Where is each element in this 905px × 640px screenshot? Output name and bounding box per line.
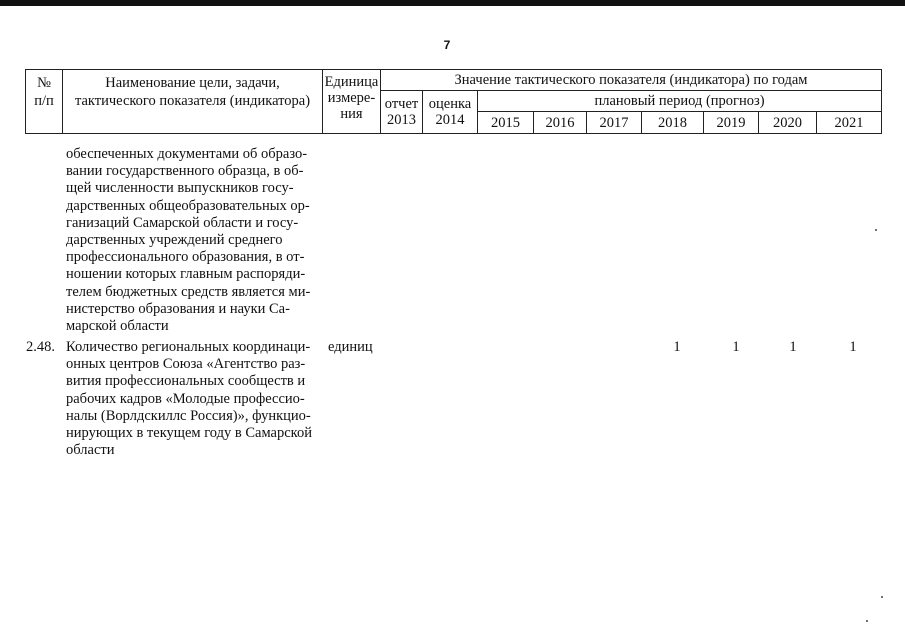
col-name-line-1: Наименование цели, задачи, — [105, 75, 280, 91]
col-unit-header — [323, 70, 381, 134]
estimate-2014-header — [423, 91, 478, 134]
year-header-2019: 2019 — [704, 112, 759, 134]
row-name — [66, 339, 324, 459]
row-name-line: дарственных учреждений среднего — [66, 232, 283, 249]
value-2019: 1 — [732, 339, 740, 355]
row-name-line: обеспеченных документами об образо- — [66, 146, 308, 162]
planned-period-header: плановый период (прогноз) — [478, 91, 882, 112]
table-row — [0, 339, 905, 464]
row-name-line: вития профессиональных сообществ и — [66, 373, 306, 390]
row-name — [66, 146, 324, 335]
col-number-line-1: № — [37, 75, 51, 91]
row-name-line: нистерство образования и науки Са- — [66, 300, 290, 317]
row-name-line: дарственных общеобразовательных ор- — [66, 197, 310, 214]
scan-speck — [875, 229, 877, 231]
col-unit-line-1: Единица — [324, 74, 379, 90]
year-header-2021: 2021 — [817, 112, 882, 134]
report-2013-header — [381, 91, 423, 134]
year-header-2018: 2018 — [642, 112, 704, 134]
col-unit-line-2: измере- — [327, 90, 376, 106]
row-name-line: вании государственного образца, в об- — [66, 163, 304, 180]
year-header-2015: 2015 — [478, 112, 534, 134]
scan-speck — [866, 620, 868, 622]
report-label: отчет — [384, 96, 419, 112]
report-year: 2013 — [387, 112, 416, 128]
values-group-header: Значение тактического показателя (индикатора) по годам — [381, 70, 882, 91]
value-2021: 1 — [849, 339, 857, 355]
value-2018: 1 — [673, 339, 681, 355]
row-name-line: области — [66, 442, 115, 459]
row-name-line: телем бюджетных средств является ми- — [66, 283, 311, 300]
row-name-line: ношении которых главным распоряди- — [66, 266, 306, 283]
estimate-year: 2014 — [435, 112, 465, 128]
row-name-line: налы (Ворлдскиллс Россия)», функцио- — [66, 407, 311, 424]
row-name-line: ганизаций Самарской области и госу- — [66, 214, 299, 231]
value-2020: 1 — [789, 339, 797, 355]
row-name-line: профессионального образования, в от- — [66, 249, 305, 266]
row-name-line: щей численности выпускников госу- — [66, 180, 294, 197]
col-unit-line-3: ния — [340, 106, 363, 122]
page-number: 7 — [443, 38, 451, 52]
row-name-line: нирующих в текущем году в Самарской — [66, 425, 312, 442]
col-number-line-2: п/п — [34, 93, 54, 109]
year-header-2016: 2016 — [534, 112, 587, 134]
table-header — [25, 69, 882, 134]
col-name-line-2: тактического показателя (индикатора) — [74, 93, 311, 109]
estimate-label: оценка — [428, 96, 472, 112]
row-number: 2.48. — [26, 339, 55, 355]
row-name-line: Количество региональных координаци- — [66, 339, 311, 355]
col-name-header — [63, 70, 323, 134]
table-row — [0, 146, 905, 336]
col-number-header — [26, 70, 63, 134]
row-name-line: марской области — [66, 318, 169, 335]
row-name-line: онных центров Союза «Агентство раз- — [66, 356, 306, 373]
scan-speck — [881, 596, 883, 598]
year-header-2017: 2017 — [587, 112, 642, 134]
year-header-2020: 2020 — [759, 112, 817, 134]
row-name-line: рабочих кадров «Молодые профессио- — [66, 390, 305, 407]
row-unit: единиц — [328, 339, 373, 355]
scan-edge — [0, 0, 905, 6]
